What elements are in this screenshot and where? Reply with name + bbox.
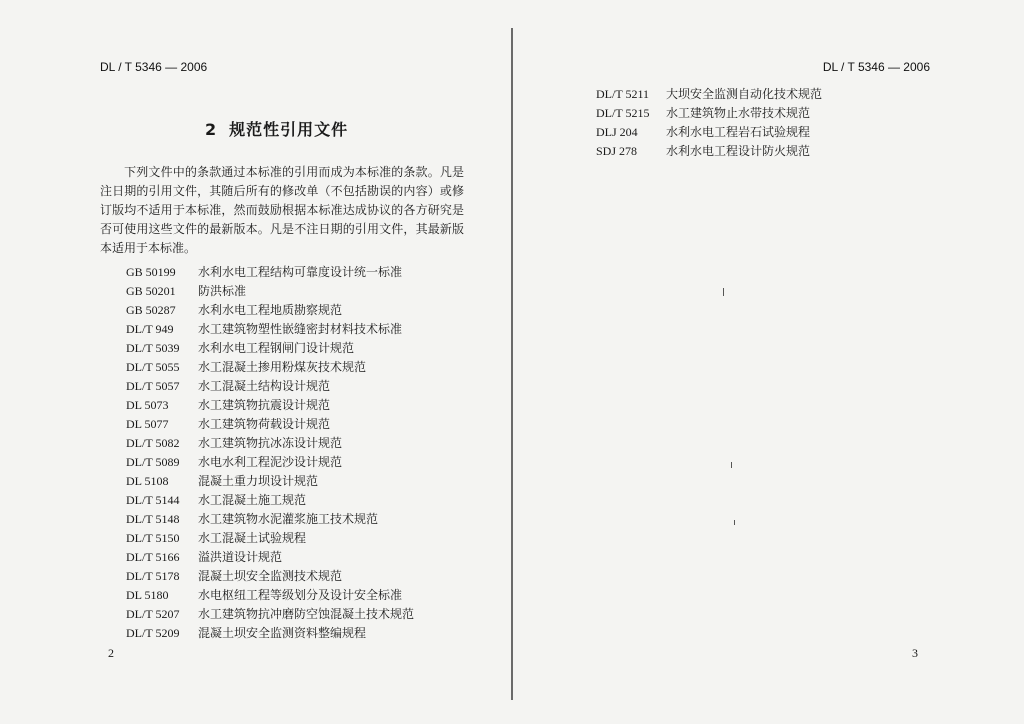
reference-item: [126, 548, 414, 567]
reference-item: [126, 567, 414, 586]
reference-code: GB 50199: [126, 265, 176, 279]
scan-speck: [734, 520, 735, 525]
reference-item: [596, 142, 822, 161]
reference-code: DL 5077: [126, 417, 169, 431]
reference-item: [126, 529, 414, 548]
reference-item: [596, 85, 822, 104]
reference-item: [126, 282, 414, 301]
reference-item: [126, 339, 414, 358]
reference-code: GB 50287: [126, 303, 176, 317]
reference-item: [126, 472, 414, 491]
reference-item: [596, 123, 822, 142]
reference-code: DL/T 5055: [126, 360, 180, 374]
page-number: 3: [912, 646, 918, 660]
reference-code: DL/T 5178: [126, 569, 180, 583]
reference-title: 水电枢纽工程等级划分及设计安全标准: [198, 588, 403, 602]
reference-title: 混凝土坝安全监测资料整编规程: [198, 626, 367, 640]
reference-item: [126, 453, 414, 472]
reference-title: 水工混凝土结构设计规范: [198, 379, 331, 393]
scan-speck: [731, 462, 732, 468]
reference-item: [596, 104, 822, 123]
reference-item: [126, 586, 414, 605]
right-page: [514, 0, 1024, 724]
reference-code: DL/T 5215: [596, 106, 650, 120]
reference-title: 水电水利工程泥沙设计规范: [198, 455, 343, 469]
reference-title: 水利水电工程地质勘察规范: [198, 303, 343, 317]
reference-code: DL/T 5211: [596, 87, 649, 101]
reference-code: DL/T 949: [126, 322, 174, 336]
reference-list: [596, 85, 822, 161]
reference-item: [126, 415, 414, 434]
reference-code: DLJ 204: [596, 125, 638, 139]
reference-title: 溢洪道设计规范: [198, 550, 283, 564]
reference-code: DL/T 5207: [126, 607, 180, 621]
reference-title: 防洪标准: [198, 284, 247, 298]
reference-item: [126, 301, 414, 320]
reference-item: [126, 491, 414, 510]
reference-title: 混凝土重力坝设计规范: [198, 474, 319, 488]
reference-title: 水工混凝土施工规范: [198, 493, 307, 507]
reference-list: [126, 263, 414, 643]
reference-title: 水工混凝土掺用粉煤灰技术规范: [198, 360, 367, 374]
reference-title: 大坝安全监测自动化技术规范: [666, 87, 823, 101]
reference-code: DL 5108: [126, 474, 169, 488]
reference-title: 混凝土坝安全监测技术规范: [198, 569, 343, 583]
reference-code: DL 5073: [126, 398, 169, 412]
reference-code: DL/T 5057: [126, 379, 180, 393]
reference-item: [126, 510, 414, 529]
reference-title: 水工建筑物抗冲磨防空蚀混凝土技术规范: [198, 607, 415, 621]
section-heading: [205, 117, 348, 140]
reference-code: DL/T 5148: [126, 512, 180, 526]
intro-paragraph: [100, 163, 464, 258]
reference-title: 水工建筑物抗冰冻设计规范: [198, 436, 343, 450]
reference-title: 水利水电工程结构可靠度设计统一标准: [198, 265, 403, 279]
page-header: DL / T 5346 — 2006: [822, 60, 930, 74]
reference-item: [126, 434, 414, 453]
reference-title: 水工混凝土试验规程: [198, 531, 307, 545]
reference-code: GB 50201: [126, 284, 176, 298]
reference-title: 水工建筑物荷载设计规范: [198, 417, 331, 431]
reference-item: [126, 377, 414, 396]
reference-code: DL/T 5150: [126, 531, 180, 545]
reference-item: [126, 358, 414, 377]
reference-code: SDJ 278: [596, 144, 638, 158]
reference-title: 水工建筑物抗震设计规范: [198, 398, 331, 412]
reference-title: 水利水电工程设计防火规范: [666, 144, 811, 158]
reference-code: DL 5180: [126, 588, 169, 602]
reference-title: 水工建筑物水泥灌浆施工技术规范: [198, 512, 379, 526]
page-number: 2: [108, 646, 114, 660]
reference-code: DL/T 5089: [126, 455, 180, 469]
reference-code: DL/T 5209: [126, 626, 180, 640]
reference-code: DL/T 5144: [126, 493, 180, 507]
reference-item: [126, 263, 414, 282]
reference-title: 水工建筑物塑性嵌缝密封材料技术标准: [198, 322, 403, 336]
page-header: DL / T 5346 — 2006: [100, 60, 208, 74]
reference-code: DL/T 5082: [126, 436, 180, 450]
reference-title: 水工建筑物止水带技术规范: [666, 106, 811, 120]
scan-speck: [723, 288, 724, 296]
reference-code: DL/T 5166: [126, 550, 180, 564]
intro-text: 下列文件中的条款通过本标准的引用而成为本标准的条款。凡是注日期的引用文件，其随后所有的修改单（不包括勘误的内容）或修订版均不适用于本标准，然而鼓励根据本标准达成协议的各方研究是否可使用这些文件的最新版本。凡是不注日期的引用文件，其最新版本适用于本标准。: [100, 165, 464, 255]
reference-title: 水利水电工程岩石试验规程: [666, 125, 811, 139]
reference-code: DL/T 5039: [126, 341, 180, 355]
reference-item: [126, 320, 414, 339]
section-number: 2: [205, 120, 218, 139]
reference-title: 水利水电工程钢闸门设计规范: [198, 341, 355, 355]
section-title: 规范性引用文件: [229, 120, 349, 139]
reference-item: [126, 605, 414, 624]
reference-item: [126, 624, 414, 643]
reference-item: [126, 396, 414, 415]
